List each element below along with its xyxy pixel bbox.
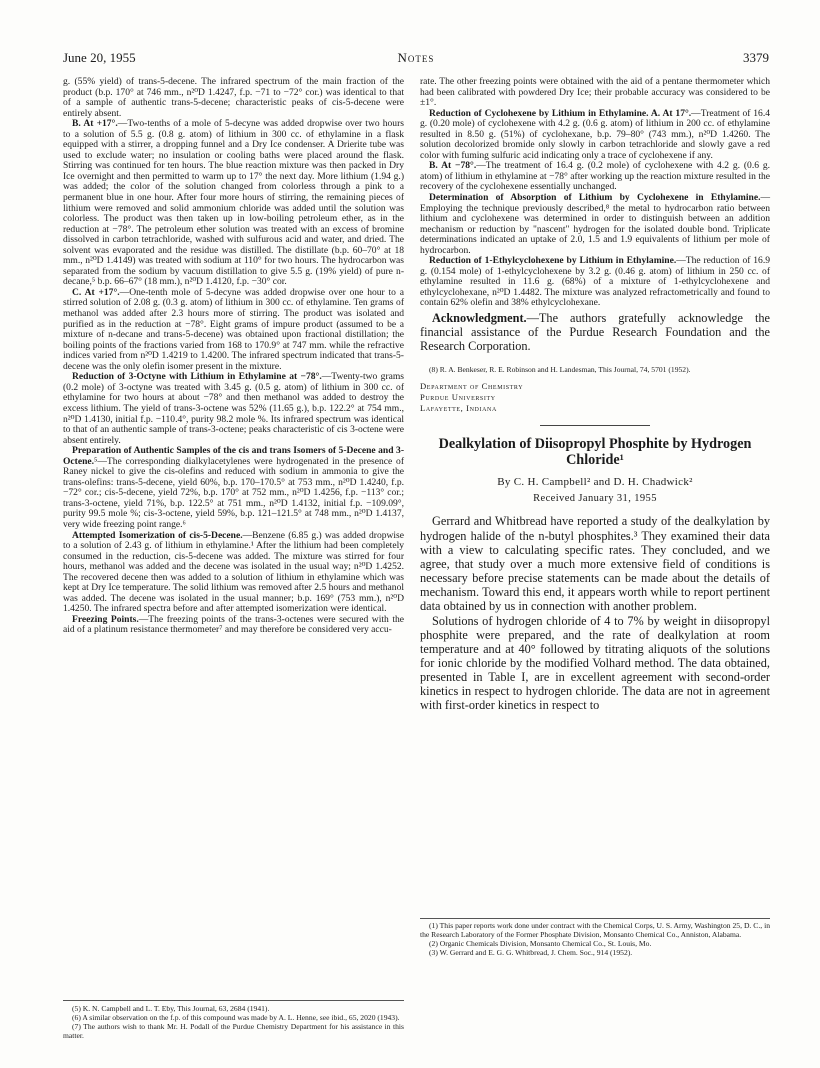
left-column	[63, 77, 404, 636]
paragraph-heading: Freezing Points.	[72, 613, 139, 625]
article-body	[420, 514, 770, 712]
author-address	[420, 381, 770, 415]
paragraph-body: —Two-tenths of a mole of 5-decyne was added dropwise over two hours to a solution of 5.5 g. (0.8 g. atom) of lithium in 300 cc. of ethylamine in a flask equipped with a stirrer, a dropping funnel and a Dry Ice condenser. A Drierite tube was used to exclude water; no insulation or cooling baths were placed around the flask. Stirring was continued for ten hours. The blue reaction mixture was then packed in Dry Ice overnight and then permitted to warm up to 17° the next day. More lithium (1.94 g.) was added; the color of the solution changed from colorless through a pink to a permanent blue in one hour. After four more hours of stirring, the remaining pieces of lithium were removed and solid ammonium chloride was added until the solution was colorless. The product was then taken up in low-boiling petroleum ether, as in the reduction at −78°. The petroleum ether solution was treated with an excess of bromine dissolved in carbon tetrachloride, washed with sulfurous acid and water, and dried. The solvent was evaporated and the residue was distilled. The distillate (b.p. 60–70° at 18 mm., n²⁰D 1.4149) was treated with sodium at 110° for two hours. The hydrocarbon was separated from the sodium by vacuum distillation to give 5.5 g. (19% yield) of pure n-decane,⁵ b.p. 66–67° (18 mm.), n²⁰D 1.4120, f.p. −30° cor.	[63, 118, 404, 288]
acknowledgment-body: —The authors gratefully acknowledge the financial assistance of the Purdue Research Foundation and the Research Corporation.	[420, 311, 770, 354]
paragraph-heading: B. At +17°.	[72, 118, 118, 130]
article-separator	[540, 425, 650, 426]
page-number: 3379	[743, 50, 769, 65]
experimental-continued	[420, 77, 770, 309]
paragraph	[63, 288, 404, 372]
paragraph-body: —The freezing points of the trans-3-octenes were secured with the aid of a platinum resistance thermometer⁷ and may therefore be considered very accu-	[63, 613, 404, 636]
paragraph-heading: Reduction of 3-Octyne with Lithium in Ethylamine at −78°.	[72, 371, 322, 383]
paragraph	[420, 109, 770, 162]
paragraph	[420, 256, 770, 309]
article-title: Dealkylation of Diisopropyl Phosphite by Hydrogen Chloride¹	[438, 436, 752, 469]
paragraph-heading: Reduction of Cyclohexene by Lithium in Ethylamine. A. At 17°.	[429, 107, 692, 119]
footnote: (6) A similar observation on the f.p. of this compound was made by A. L. Henne, see ibid., 65, 2020 (1943).	[72, 1012, 400, 1022]
right-column	[420, 77, 770, 713]
right-footnotes	[420, 918, 770, 958]
paragraph: g. (55% yield) of trans-5-decene. The infrared spectrum of the main fraction of the product (b.p. 170° at 746 mm., n²⁰D 1.4247, f.p. −71 to −72° cor.) was identical to that of a sample of authentic trans-5-decene; characteristic peaks of cis-5-decene were entirely absent.	[63, 76, 404, 119]
paragraph-body: —The reduction of 16.9 g. (0.154 mole) of 1-ethylcyclohexene by 3.2 g. (0.46 g. atom) of lithium in 250 cc. of ethylamine resulted in 11.6 g. (68%) of a mixture of 1-ethylcyclohexene and ethylcyclohexane, n²⁰D 1.4482. The mixture was analyzed refractometrically and found to contain 62% olefin and 38% ethylcyclohexane.	[420, 255, 770, 309]
paragraph	[63, 446, 404, 530]
paragraph: Solutions of hydrogen chloride of 4 to 7% by weight in diisopropyl phosphite were prepared, and the rate of dealkylation at room temperature and at 40° followed by titrating aliquots of the solutions for ionic chloride by the modified Volhard method. The data obtained, presented in Table I, are in excellent agreement with second-order kinetics in respect to hydrogen chloride. The data are not in agreement with first-order kinetics in respect to	[420, 613, 770, 713]
section-title: Notes	[397, 50, 435, 65]
issue-date: June 20, 1955	[63, 50, 136, 65]
footnote: (2) Organic Chemicals Division, Monsanto Chemical Co., St. Louis, Mo.	[429, 938, 652, 948]
paragraph-heading: Reduction of 1-Ethylcyclohexene by Lithium in Ethylamine.	[429, 255, 677, 267]
address-line: Purdue University	[420, 391, 496, 402]
paragraph-body: —Benzene (6.85 g.) was added dropwise to a solution of 2.43 g. of lithium in ethylamine.¹ After the lithium had been completely consumed in the reduction, cis-5-decene was added. The mixture was stirred for four hours, methanol was added and the decene was isolated in the usual way; n²⁰D 1.4252. The recovered decene then was added to a solution of lithium in ethylamine which was kept at Dry Ice temperature. The solid lithium was removed after 2.5 hours and methanol was added. The decene was isolated in the usual manner; b.p. 169° (753 mm.), n²⁰D 1.4250. The infrared spectra before and after attempted isomerization were identical.	[63, 529, 404, 615]
paragraph-body: —The treatment of 16.4 g. (0.2 mole) of cyclohexene with 4.2 g. (0.6 g. atom) of lithium in ethylamine at −78° after working up the reaction mixture resulted in the recovery of the cyclohexene essentially unchanged.	[420, 160, 770, 193]
footnote: (7) The authors wish to thank Mr. H. Podall of the Purdue Chemistry Department for his assistance in this matter.	[63, 1021, 404, 1040]
footnote: (5) K. N. Campbell and L. T. Eby, This Journal, 63, 2684 (1941).	[72, 1004, 270, 1013]
footnote: (1) This paper reports work done under contract with the Chemical Corps, U. S. Army, Washington 25, D. C., in the Research Laboratory of the Former Phosphate Division, Monsanto Chemical Co., Anniston, Alabama.	[420, 921, 770, 939]
paragraph	[63, 615, 404, 636]
left-footnotes	[63, 1000, 404, 1041]
article-authors: By C. H. Campbell² and D. H. Chadwick²	[497, 476, 693, 489]
acknowledgment-heading: Acknowledgment.	[432, 311, 527, 326]
paragraph	[63, 531, 404, 615]
running-head	[63, 50, 769, 68]
received-date: Received January 31, 1955	[533, 493, 657, 505]
paragraph-heading: B. At −78°.	[429, 160, 477, 172]
paragraph	[420, 193, 770, 256]
acknowledgment	[420, 311, 770, 353]
paragraph-heading: Attempted Isomerization of cis-5-Decene.	[72, 529, 243, 541]
address-line: Lafayette, Indiana	[420, 403, 497, 414]
paragraph: Gerrard and Whitbread have reported a study of the dealkylation by hydrogen halide of the n-butyl phosphites.³ They examined their data with a view to calculating specific rates. They concluded, and we agree, that study over a much more extensive field of conditions is necessary before precise statements can be made about the details of mechanism. Toward this end, it appears worth while to report pertinent data obtained by us in connection with another problem.	[420, 514, 770, 614]
paragraph: rate. The other freezing points were obtained with the aid of a pentane thermometer which had been calibrated with powdered Dry Ice; their probable accuracy was considered to be ±1°.	[420, 76, 770, 109]
footnote: (3) W. Gerrard and E. G. G. Whitbread, J. Chem. Soc., 914 (1952).	[429, 947, 633, 957]
paragraph-heading: Preparation of Authentic Samples of the cis and trans Isomers of 5-Decene and 3-Octene.	[63, 445, 404, 467]
footnote: (8) R. A. Benkeser, R. E. Robinson and H. Landesman, This Journal, 74, 5701 (1952).	[429, 364, 691, 374]
acknowledgment-footnote	[420, 366, 770, 375]
paragraph-body: —Treatment of 16.4 g. (0.20 mole) of cyclohexene with 4.2 g. (0.6 g. atom) of lithium in 200 cc. of ethylamine resulted in 8.50 g. (51%) of cyclohexane, b.p. 79–80° (743 mm.), n²⁰D 1.4260. The solution decolorized bromide only slowly in carbon tetrachloride and slowly gave a red color with fuming sulfuric acid indicating only a trace of cyclohexene if any.	[420, 107, 770, 161]
paragraph	[63, 372, 404, 446]
paragraph	[63, 119, 404, 288]
address-line: Department of Chemistry	[420, 380, 524, 391]
paragraph	[420, 161, 770, 193]
paragraph-body: —Employing the technique previously described,⁸ the metal to hydrocarbon ratio between lithium and cyclohexene was determined in order to distinguish between an addition mechanism or reduction by "nascent" hydrogen for the isolated double bond. Triplicate determinations indicated an uptake of 2.0, 1.5 and 1.9 equivalents of lithium per mole of hydrocarbon.	[420, 192, 770, 256]
paragraph-heading: C. At +17°.	[72, 286, 120, 298]
paragraph-body: ⁵—The corresponding dialkylacetylenes were hydrogenated in the presence of Raney nickel to give the cis-olefins and reduced with sodium in ammonia to give the trans-olefins: trans-5-decene, yield 60%, b.p. 170–170.5° at 753 mm., n²⁰D 1.4240, f.p. −72° cor.; cis-5-decene, yield 72%, b.p. 170° at 752 mm., n²⁰D 1.4256, f.p. −113° cor.; trans-3-octene, yield 71%, b.p. 122.5° at 751 mm., n²⁰D 1.4132, initial f.p. −109.09°, purity 99.5 mole %; cis-3-octene, yield 59%, b.p. 121–121.5° at 748 mm., n²⁰D 1.4137, very wide freezing point range.⁶	[63, 455, 404, 530]
paragraph-body: —One-tenth mole of 5-decyne was added dropwise over one hour to a stirred solution of 2.08 g. (0.3 g. atom) of lithium in 300 cc. of ethylamine. Ten grams of methanol was added after 2.3 hours more of stirring. The product was isolated and purified as in the reduction at −78°. Eight grams of impure product (assumed to be a mixture of n-decane and trans-5-decene) was obtained upon fractional distillation; the boiling points of the fractions varied from 168 to 170.9° at 747 mm. while the refractive indices varied from n²⁰D 1.4219 to 1.4200. The infrared spectrum indicated that trans-5-decene was the only olefin isomer present in the mixture.	[63, 286, 404, 372]
paragraph-heading: Determination of Absorption of Lithium by Cyclohexene in Ethylamine.	[429, 192, 761, 204]
paragraph-body: —Twenty-two grams (0.2 mole) of 3-octyne was treated with 3.45 g. (0.5 g. atom) of lithium in 300 cc. of ethylamine for two hours at about −78° and then methanol was added to destroy the excess lithium. The yield of trans-3-octene was 52% (11.65 g.), b.p. 122.2° at 754 mm., n²⁰D 1.4130, initial f.p. −110.4°, purity 98.2 mole %. Its infrared spectrum was identical to that of an authentic sample of trans-3-octene; peaks characteristic of cis 3-octene were absent entirely.	[63, 371, 404, 446]
